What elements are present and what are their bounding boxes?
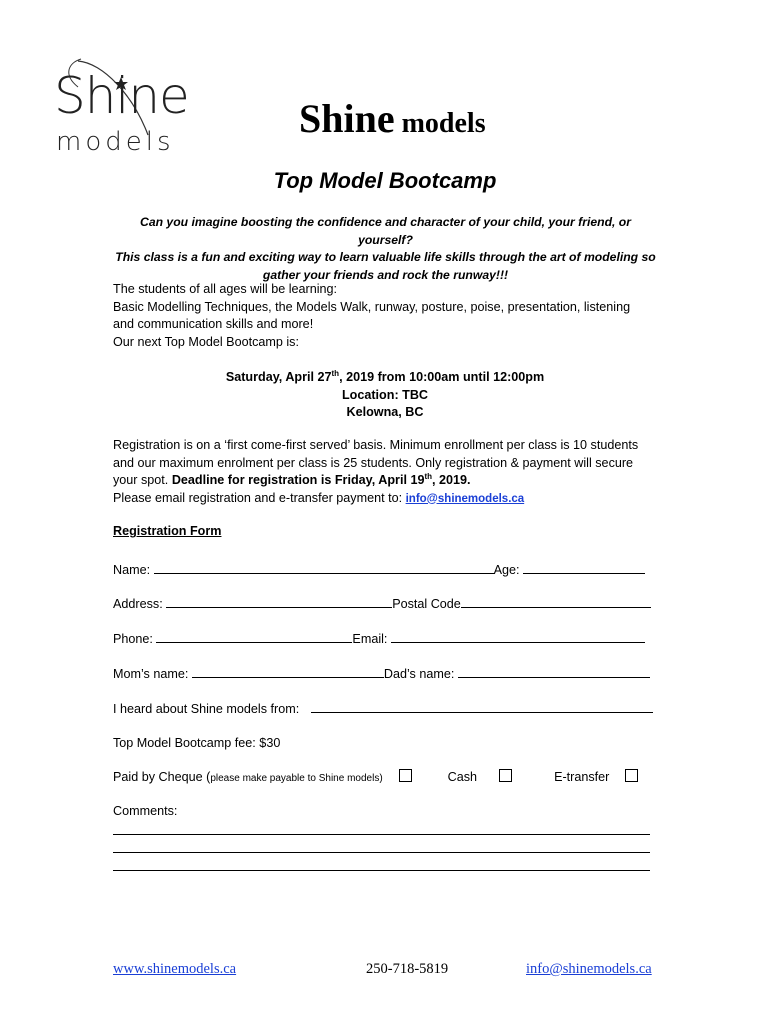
reg-info-line-1: Registration is on a ‘first come-first served’ basis. Minimum enrollment per class is 10 students xyxy=(113,438,639,452)
dad-name-label: Dad’s name: xyxy=(383,667,458,681)
reg-info-line-3: your spot. Deadline for registration is Friday, April 19th, 2019. xyxy=(113,471,471,487)
intro-line-1: Can you imagine boosting the confidence and character of your child, your friend, or yourself? xyxy=(140,215,631,247)
reg-info-line-2: and our maximum enrolment per class is 25 students. Only registration & payment will secure xyxy=(113,455,634,470)
address-field[interactable] xyxy=(166,595,392,608)
postal-code-label: Postal Code xyxy=(392,597,461,611)
email-label: Email: xyxy=(352,632,391,646)
dad-name-field[interactable] xyxy=(458,665,650,678)
comments-line-2[interactable] xyxy=(113,852,650,853)
intro-line-2: This class is a fun and exciting way to learn valuable life skills through the art of modeling so xyxy=(115,250,656,264)
name-age-row xyxy=(113,561,658,579)
shine-models-logo xyxy=(48,55,198,165)
cheque-checkbox[interactable] xyxy=(399,769,412,782)
etransfer-checkbox[interactable] xyxy=(625,769,638,782)
cash-checkbox[interactable] xyxy=(499,769,512,782)
address-row xyxy=(113,595,658,613)
age-field[interactable] xyxy=(523,561,645,574)
name-label: Name: xyxy=(113,563,154,577)
learning-line-2: Basic Modelling Techniques, the Models Walk, runway, posture, poise, presentation, listening xyxy=(113,299,631,314)
learning-line-4: Our next Top Model Bootcamp is: xyxy=(113,334,299,349)
bootcamp-fee: Top Model Bootcamp fee: $30 xyxy=(113,736,281,750)
mom-name-field[interactable] xyxy=(192,665,384,678)
deadline-text: Deadline for registration is Friday, April 19th, 2019. xyxy=(171,471,471,487)
postal-code-field[interactable] xyxy=(461,595,651,608)
comments-label: Comments: xyxy=(113,804,178,818)
heard-about-row xyxy=(113,700,658,718)
cash-label: Cash xyxy=(447,770,478,784)
footer-website-link[interactable]: www.shinemodels.ca xyxy=(113,961,237,977)
phone-field[interactable] xyxy=(156,630,352,643)
payment-row xyxy=(113,769,658,787)
event-details xyxy=(0,369,770,422)
registration-email-link[interactable]: info@shinemodels.ca xyxy=(405,492,525,505)
registration-form-title: Registration Form xyxy=(113,524,222,538)
age-label: Age: xyxy=(493,563,523,577)
cheque-note: please make payable to Shine models) xyxy=(210,773,383,784)
title-models: models xyxy=(394,108,486,139)
etransfer-label: E-transfer xyxy=(554,770,610,784)
phone-email-row xyxy=(113,630,658,648)
intro-line-3: gather your friends and rock the runway!!! xyxy=(262,267,509,282)
parents-row xyxy=(113,665,658,683)
mom-name-label: Mom’s name: xyxy=(113,667,192,681)
comments-line-1[interactable] xyxy=(113,834,650,835)
learning-paragraph xyxy=(113,281,658,351)
learning-line-3: and communication skills and more! xyxy=(113,317,314,331)
page-title xyxy=(299,96,486,141)
address-label: Address: xyxy=(113,597,167,611)
learning-line-1: The students of all ages will be learning: xyxy=(113,282,338,296)
event-city: Kelowna, BC xyxy=(346,405,424,419)
name-field[interactable] xyxy=(154,561,494,574)
logo-models-word: models xyxy=(56,127,175,157)
event-location: Location: TBC xyxy=(341,387,429,402)
heard-about-field[interactable] xyxy=(311,700,653,713)
page-subtitle: Top Model Bootcamp xyxy=(273,168,497,193)
title-shine: Shine xyxy=(299,96,395,141)
registration-info xyxy=(113,437,658,508)
event-date: Saturday, April 27th, 2019 from 10:00am until 12:00pm xyxy=(225,368,545,384)
logo-shine-word: Shine xyxy=(54,67,189,125)
intro-paragraph xyxy=(113,214,658,284)
comments-line-3[interactable] xyxy=(113,870,650,871)
cheque-label: Paid by Cheque ( xyxy=(113,770,211,784)
email-field[interactable] xyxy=(391,630,645,643)
reg-info-line-4: Please email registration and e-transfer payment to: info@shinemodels.ca xyxy=(113,490,525,505)
heard-about-label: I heard about Shine models from: xyxy=(113,702,300,716)
phone-label: Phone: xyxy=(113,632,157,646)
footer-phone: 250-718-5819 xyxy=(366,961,449,977)
footer-email-link[interactable]: info@shinemodels.ca xyxy=(526,961,652,977)
